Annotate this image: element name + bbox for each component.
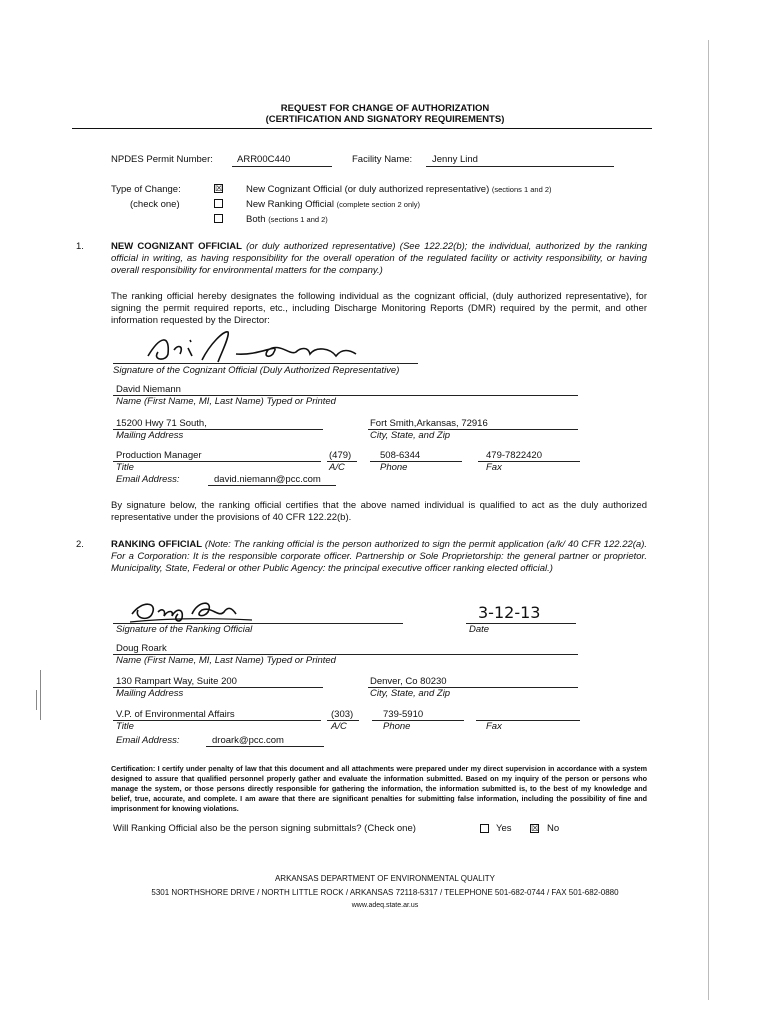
scan-mark-left-2	[36, 690, 37, 710]
ranking-phone-label: Phone	[383, 721, 411, 732]
footer-website: www.adeq.state.ar.us	[351, 902, 419, 909]
scan-edge-line	[708, 40, 709, 1000]
certification-statement: Certification: I certify under penalty of law that this document and all attachments were prepared under my direct supervision in accordance with a system designed to assure that qualified personnel properly gather and evaluate the information submitted. Based on my inquiry of the person or persons who manage the system, or those persons directly responsible for gathering the information, the information submitted is, to the best of my knowledge and belief, true, accurate, and complete. I am aware that there are significant penalties for submitting false information, including the possibility of fine and imprisonment for knowing violations.	[111, 764, 647, 813]
cognizant-title-value: Production Manager	[116, 450, 202, 461]
section-1-heading: NEW COGNIZANT OFFICIAL	[111, 241, 242, 252]
cognizant-title-label: Title	[116, 462, 134, 473]
ranking-area-code-label: A/C	[331, 721, 347, 732]
section-2-intro	[111, 539, 647, 575]
facility-name-value: Jenny Lind	[432, 154, 478, 165]
ranking-city-value: Denver, Co 80230	[370, 676, 447, 687]
section-2-heading: RANKING OFFICIAL	[111, 539, 203, 550]
ranking-date-value: 3-12-13	[478, 603, 541, 622]
cognizant-signature-label: Signature of the Cognizant Official (Duly Authorized Representative)	[113, 365, 400, 376]
scan-mark-left	[40, 670, 41, 720]
cognizant-name-value: David Niemann	[116, 384, 181, 395]
ranking-email-line	[206, 746, 324, 747]
ranking-name-label: Name (First Name, MI, Last Name) Typed or Printed	[116, 655, 336, 666]
cognizant-address-value: 15200 Hwy 71 South,	[116, 418, 207, 429]
ranking-email-label: Email Address:	[116, 735, 180, 746]
section-2-number: 2.	[76, 539, 84, 550]
footer-address: 5301 NORTHSHORE DRIVE / NORTH LITTLE ROCK / ARKANSAS 72118-5317 / TELEPHONE 501-682-0744 / FAX 501-682-0880	[151, 888, 619, 897]
cognizant-official-signature	[140, 326, 390, 366]
ranking-date-label: Date	[469, 624, 490, 635]
cognizant-phone-value: 508-6344	[380, 450, 421, 461]
cognizant-city-label: City, State, and Zip	[370, 430, 451, 441]
checkbox-no[interactable]: ☒	[531, 823, 540, 833]
permit-number-line	[232, 166, 332, 167]
facility-name-label: Facility Name:	[352, 154, 413, 165]
ranking-fax-label: Fax	[486, 721, 502, 732]
ranking-address-label: Mailing Address	[116, 688, 184, 699]
option-new-ranking-label: New Ranking Official	[246, 199, 335, 210]
section-1-certify-text: By signature below, the ranking official certifies that the above named individual is qualified to act as the duly authorized representative under the provisions of 40 CFR 122.22(b).	[111, 500, 647, 523]
signing-submittals-question: Will Ranking Official also be the person signing submittals? (Check one)	[113, 823, 416, 834]
ranking-phone-value: 739-5910	[383, 709, 424, 720]
header-rule	[72, 128, 652, 129]
facility-name-line	[426, 166, 614, 167]
permit-number-label: NPDES Permit Number:	[111, 154, 213, 165]
cognizant-email-label: Email Address:	[116, 474, 180, 485]
ranking-official-signature	[128, 596, 268, 626]
section-2-note: (Note: The ranking official is the person authorized to sign the permit application (a/k/ 40 CFR 122.22(a). For a Corporation: It is the responsible corporate officer. Partnership or Sole Proprietorship: the general partner or proprietor. Municipality, State, Federal or other Public Agency: the principal executive officer ranking elected official.)	[111, 539, 648, 574]
footer-agency: ARKANSAS DEPARTMENT OF ENVIRONMENTAL QUALITY	[274, 874, 496, 883]
section-1-designation-text: The ranking official hereby designates the following individual as the cognizant official, (duly authorized representative), for signing the permit required reports, etc., including Discharge Monitoring Reports (DMR) required by the permit, and other information requested by the Director:	[111, 291, 647, 326]
no-label: No	[547, 823, 560, 834]
cognizant-signature-line	[113, 363, 418, 364]
type-of-change-label: Type of Change:	[111, 184, 181, 195]
cognizant-city-value: Fort Smith,Arkansas, 72916	[370, 418, 488, 429]
option-new-cognizant-note: (sections 1 and 2)	[491, 185, 552, 194]
form-title: REQUEST FOR CHANGE OF AUTHORIZATION	[280, 103, 490, 114]
cognizant-area-code-label: A/C	[329, 462, 345, 473]
ranking-signature-label: Signature of the Ranking Official	[116, 624, 253, 635]
ranking-title-value: V.P. of Environmental Affairs	[116, 709, 235, 720]
ranking-name-value: Doug Roark	[116, 643, 167, 654]
cognizant-email-value: david.niemann@pcc.com	[214, 474, 321, 485]
cognizant-fax-value: 479-7822420	[486, 450, 542, 461]
option-both	[246, 214, 328, 225]
cognizant-fax-label: Fax	[486, 462, 502, 473]
cognizant-email-line	[208, 485, 336, 486]
checkbox-new-cognizant[interactable]: ☒	[215, 183, 224, 193]
ranking-address-value: 130 Rampart Way, Suite 200	[116, 676, 237, 687]
check-one-label: (check one)	[130, 199, 180, 210]
option-both-note: (sections 1 and 2)	[268, 215, 328, 224]
ranking-area-code-value: (303)	[331, 709, 354, 720]
section-1-number: 1.	[76, 241, 84, 252]
form-subtitle: (CERTIFICATION AND SIGNATORY REQUIREMENTS)	[265, 114, 505, 125]
checkbox-yes[interactable]	[480, 824, 489, 833]
permit-number-value: ARR00C440	[237, 154, 291, 165]
cognizant-title-line	[113, 461, 321, 462]
section-1-intro	[111, 241, 647, 277]
checkbox-both[interactable]	[214, 214, 223, 223]
ranking-city-label: City, State, and Zip	[370, 688, 451, 699]
cognizant-address-label: Mailing Address	[116, 430, 184, 441]
checkbox-new-ranking[interactable]	[214, 199, 223, 208]
ranking-title-label: Title	[116, 721, 134, 732]
section-1-intro-text: (or duly authorized representative) (See 122.22(b); the individual, authorized by the ranking official in writing, as having responsibility for the overall operation of the regulated facility or activity responsibility, or having overall responsibility for environmental matters for the company.)	[111, 241, 647, 276]
cognizant-name-label: Name (First Name, MI, Last Name) Typed or Printed	[116, 396, 336, 407]
option-new-cognizant	[246, 184, 552, 195]
option-new-ranking-note: (complete section 2 only)	[336, 200, 421, 209]
cognizant-area-code-value: (479)	[329, 450, 352, 461]
cognizant-phone-label: Phone	[380, 462, 408, 473]
option-both-label: Both	[246, 214, 266, 225]
ranking-title-line	[113, 720, 321, 721]
yes-label: Yes	[496, 823, 512, 834]
ranking-email-value: droark@pcc.com	[212, 735, 284, 746]
option-new-cognizant-label: New Cognizant Official (or duly authorized representative)	[246, 184, 490, 195]
option-new-ranking	[246, 199, 420, 210]
